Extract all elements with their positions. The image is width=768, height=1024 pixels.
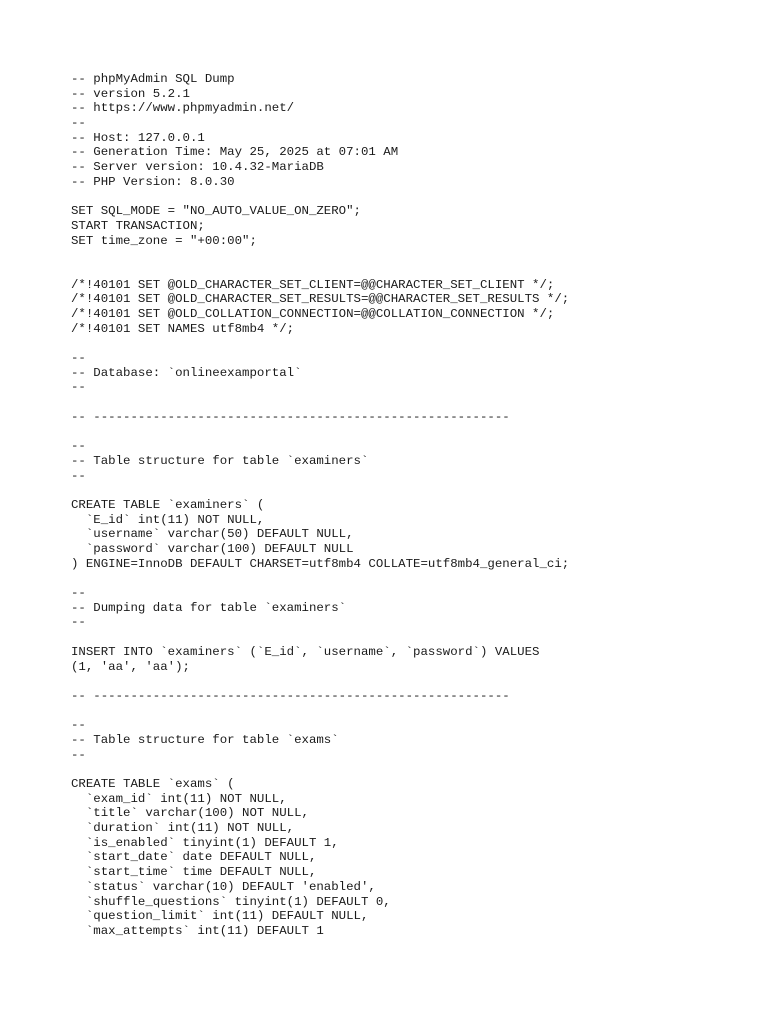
code-line: `start_time` time DEFAULT NULL, [71,865,317,880]
code-line: START TRANSACTION; [71,218,205,233]
code-line: -- https://www.phpmyadmin.net/ [71,101,295,116]
code-line: -- version 5.2.1 [71,86,190,101]
code-line [71,395,758,410]
code-line: `duration` int(11) NOT NULL, [71,821,295,836]
code-line: `exam_id` int(11) NOT NULL, [71,791,287,806]
code-line: `start_date` date DEFAULT NULL, [71,850,317,865]
code-line: `status` varchar(10) DEFAULT 'enabled', [71,879,376,894]
code-line: -- [71,718,86,733]
code-line: -- [71,351,86,366]
code-line [71,425,758,440]
code-line [71,762,758,777]
code-line: /*!40101 SET @OLD_CHARACTER_SET_CLIENT=@@CHARACTER_SET_CLIENT */; [71,277,555,292]
code-line: -- phpMyAdmin SQL Dump [71,72,235,86]
code-line: /*!40101 SET @OLD_CHARACTER_SET_RESULTS=@@CHARACTER_SET_RESULTS */; [71,292,570,307]
code-line [71,630,758,645]
code-line: /*!40101 SET NAMES utf8mb4 */; [71,321,295,336]
code-line: `title` varchar(100) NOT NULL, [71,806,309,821]
code-line [71,263,758,278]
code-line: -- [71,615,86,630]
code-line: /*!40101 SET @OLD_COLLATION_CONNECTION=@@COLLATION_CONNECTION */; [71,307,555,321]
code-line: -- Table structure for table `exams` [71,732,339,747]
code-line [71,704,758,719]
code-line: `question_limit` int(11) DEFAULT NULL, [71,909,369,924]
code-block [71,72,758,939]
code-line: SET time_zone = "+00:00"; [71,233,257,248]
code-line: `E_id` int(11) NOT NULL, [71,512,265,527]
code-line: -- Server version: 10.4.32-MariaDB [71,160,324,175]
code-line: -- [71,586,86,601]
code-line: -- Host: 127.0.0.1 [71,130,205,145]
code-line: `password` varchar(100) DEFAULT NULL [71,542,354,556]
code-line [71,248,758,263]
code-line: ) ENGINE=InnoDB DEFAULT CHARSET=utf8mb4 COLLATE=utf8mb4_general_ci; [71,556,570,571]
code-line: -- PHP Version: 8.0.30 [71,174,235,189]
code-line: `shuffle_questions` tinyint(1) DEFAULT 0, [71,894,391,909]
code-line: SET SQL_MODE = "NO_AUTO_VALUE_ON_ZERO"; [71,204,361,219]
code-line: -- [71,380,86,395]
code-line: -- Dumping data for table `examiners` [71,600,347,615]
code-line [71,674,758,689]
code-line: `is_enabled` tinyint(1) DEFAULT 1, [71,835,339,850]
code-line: -- -------------------------------------------------------- [71,688,510,703]
code-line [71,336,758,351]
code-line: -- [71,439,86,454]
code-line [71,571,758,586]
code-line: -- Database: `onlineexamportal` [71,365,302,380]
code-line: `max_attempts` int(11) DEFAULT 1 [71,923,324,938]
code-line: CREATE TABLE `exams` ( [71,777,235,791]
code-line: `username` varchar(50) DEFAULT NULL, [71,527,354,542]
code-line: (1, 'aa', 'aa'); [71,659,190,674]
code-line: -- [71,468,86,483]
code-line: -- [71,116,86,131]
code-line: CREATE TABLE `examiners` ( [71,497,265,512]
code-line [71,483,758,498]
code-line: INSERT INTO `examiners` (`E_id`, `username`, `password`) VALUES [71,644,540,659]
code-line: -- Table structure for table `examiners` [71,453,369,468]
code-line: -- Generation Time: May 25, 2025 at 07:01 AM [71,145,399,160]
code-line [71,190,758,205]
sql-dump-document [71,72,758,939]
code-line: -- [71,747,86,762]
code-line: -- -------------------------------------------------------- [71,409,510,424]
